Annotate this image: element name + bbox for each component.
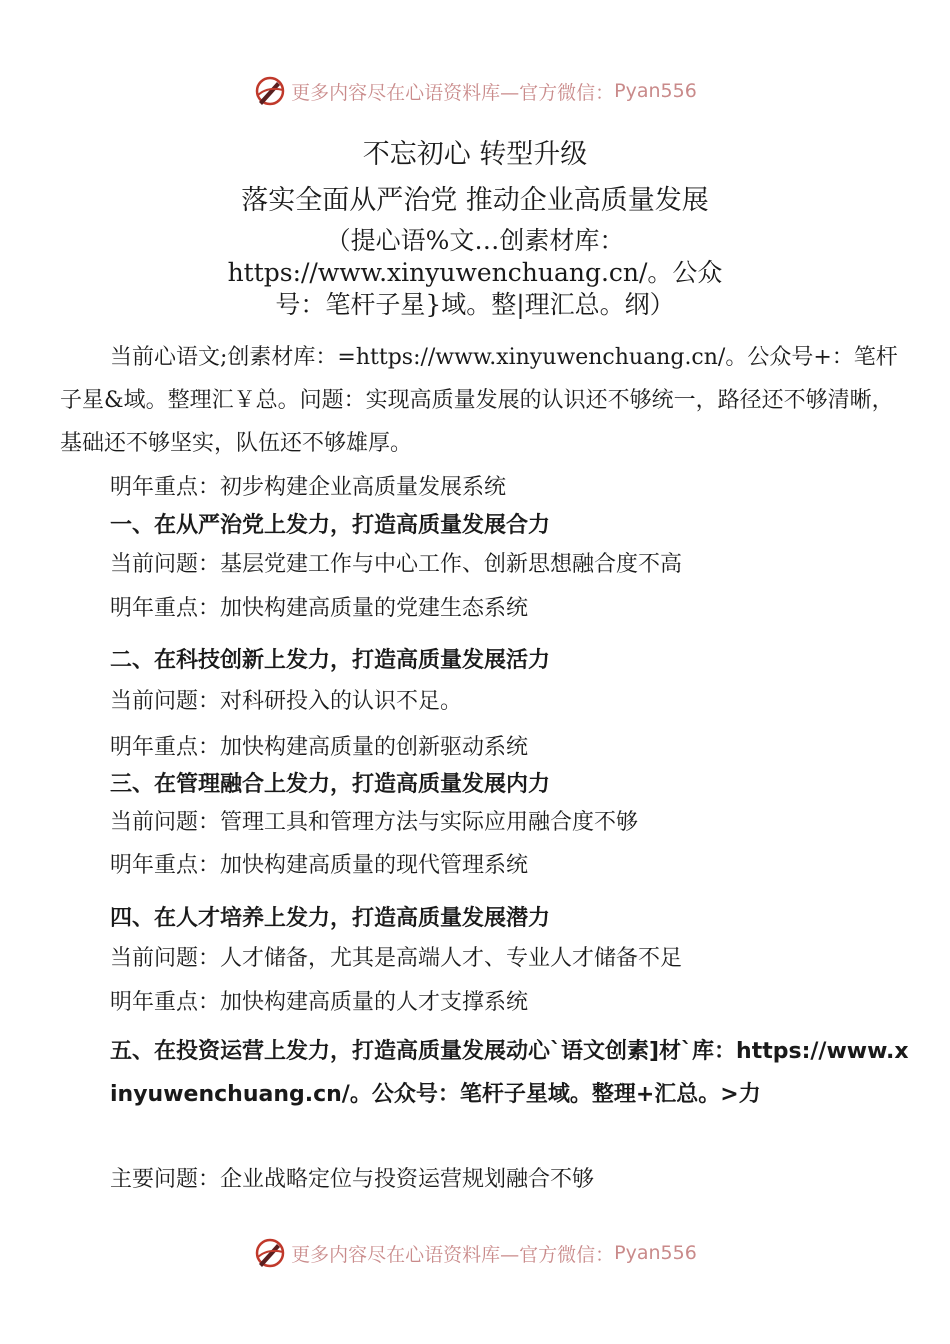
watermark-text: 更多内容尽在心语资料库—官方微信： xyxy=(291,81,615,104)
watermark-footer xyxy=(0,1236,950,1270)
watermark-header xyxy=(0,74,950,108)
section-3-issue: 当前问题：管理工具和管理方法与实际应用融合度不够 xyxy=(110,810,639,835)
doc-title: 不忘初心 转型升级 xyxy=(362,139,588,170)
section-2-heading: 二、在科技创新上发力，打造高质量发展活力 xyxy=(110,648,551,673)
section-5-heading: 五、在投资运营上发力，打造高质量发展动心`语文创素]材`库：https://www.xinyuwenchuang.cn/。公众号：笔杆子星域。整理+汇总。>力 xyxy=(110,1039,909,1107)
watermark-text: 更多内容尽在心语资料库—官方微信： xyxy=(291,1243,615,1266)
pen-circle-logo-icon xyxy=(253,74,287,108)
section-1-heading: 一、在从严治党上发力，打造高质量发展合力 xyxy=(110,513,551,538)
watermark-wechat-id: Pyan556 xyxy=(614,1242,697,1264)
section-4-focus: 明年重点：加快构建高质量的人才支撑系统 xyxy=(110,990,529,1015)
section-4-issue: 当前问题：人才储备，尤其是高端人才、专业人才储备不足 xyxy=(110,946,683,971)
section-1-issue: 当前问题：基层党建工作与中心工作、创新思想融合度不高 xyxy=(110,552,683,577)
pen-circle-logo-icon xyxy=(253,1236,287,1270)
section-3-focus: 明年重点：加快构建高质量的现代管理系统 xyxy=(110,853,529,878)
doc-title-line2: 落实全面从严治党 推动企业高质量发展 xyxy=(241,185,709,216)
section-5-issue: 主要问题：企业战略定位与投资运营规划融合不够 xyxy=(110,1167,595,1192)
intro-paragraph: 当前心语文;创素材库：=https://www.xinyuwenchuang.cn/。公众号+：笔杆子星&域。整理汇￥总。问题：实现高质量发展的认识还不够统一，路径还不够清晰，基础还不够坚实，队伍还不够雄厚。 xyxy=(60,345,898,456)
section-2-focus: 明年重点：加快构建高质量的创新驱动系统 xyxy=(110,735,529,760)
section-1-focus: 明年重点：加快构建高质量的党建生态系统 xyxy=(110,596,529,621)
doc-subtitle: （提心语%文…创素材库：https://www.xinyuwenchuang.cn/。公众号：笔杆子星}域。整|理汇总。纲） xyxy=(227,226,723,319)
intro-focus: 明年重点：初步构建企业高质量发展系统 xyxy=(110,475,507,500)
watermark-wechat-id: Pyan556 xyxy=(614,80,697,102)
section-2-issue: 当前问题：对科研投入的认识不足。 xyxy=(110,689,463,714)
section-3-heading: 三、在管理融合上发力，打造高质量发展内力 xyxy=(110,772,551,797)
section-4-heading: 四、在人才培养上发力，打造高质量发展潜力 xyxy=(110,906,551,931)
